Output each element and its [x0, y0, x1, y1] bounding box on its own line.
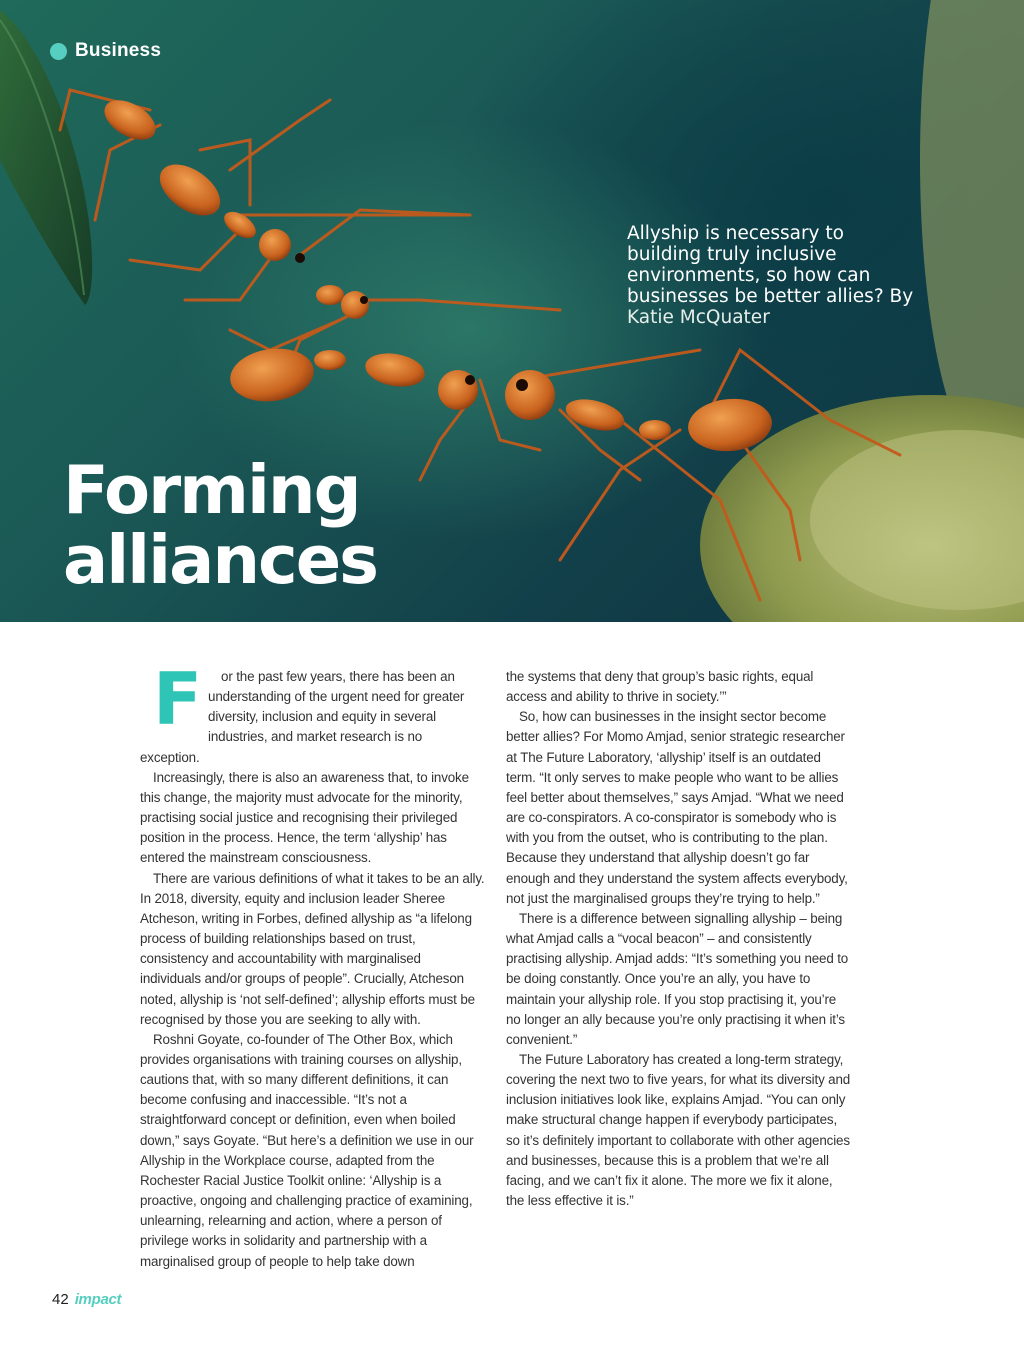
- article-paragraph: Roshni Goyate, co-founder of The Other Box, which provides organisations with training courses on allyship, cautions that, with so many different definitions, it can become confusing and inaccessible. “It’s not a straightforward concept or definition, even when boiled down,” says Goyate. “But here’s a definition we use in our Allyship in the Workplace course, adapted from the Rochester Racial Justice Toolkit online: ‘Allyship is a proactive, ongoing and challenging practice of examining, unlearning, relearning and action, where a person of privilege works in solidarity and partnership with a marginalised group of people to help take down: [140, 1031, 474, 1269]
- hero-image: [0, 0, 1024, 622]
- article-column-right: [506, 667, 851, 1211]
- paragraph-text: or the past few years, there has been an understanding of the urgent need for greater diversity, inclusion and equity in several industries, and market research is no exception.: [140, 669, 465, 765]
- standfirst: [627, 223, 917, 328]
- article-paragraph: The Future Laboratory has created a long-term strategy, covering the next two to five years, for what its diversity and inclusion initiatives look like, explains Amjad. “You can only make structural change happen if everybody participates, so it’s definitely important to collaborate with other agencies and businesses, because this is a problem that we’re all facing, and we can’t fix it alone. The more we fix it alone, the less effective it is.”: [506, 1051, 851, 1209]
- drop-cap: F: [153, 657, 203, 741]
- article-paragraph: [140, 657, 485, 768]
- article-paragraph: There is a difference between signalling allyship – being what Amjad calls a “vocal beacon” – and consistently practising allyship. Amjad adds: “It’s something you need to be doing constantly. Once you’re an ally, you have to maintain your allyship role. If you stop practising it, you’re no longer an ally because you’re only practising it when it’s convenient.”: [506, 910, 849, 1047]
- article-paragraph: the systems that deny that group’s basic rights, equal access and ability to thrive in society.’”: [506, 669, 814, 705]
- author-name: Katie McQuater: [627, 307, 770, 328]
- article-column-left: [140, 657, 485, 1272]
- section-label: Business: [75, 40, 162, 61]
- magazine-logo: impact: [74, 1291, 122, 1308]
- page-title: [63, 451, 378, 599]
- headline-line-2: alliances: [63, 521, 378, 599]
- page-number: 42: [52, 1291, 69, 1308]
- headline-line-1: Forming: [63, 451, 360, 529]
- article-paragraph: Increasingly, there is also an awareness that, to invoke this change, the majority must advocate for the minority, practising social justice and recognising their privileged position in the process. Hence, the term ‘allyship’ has entered the mainstream consciousness.: [140, 769, 469, 866]
- page-footer: [52, 1291, 121, 1308]
- standfirst-text: Allyship is necessary to building truly inclusive environments, so how can businesses be better allies? By: [627, 223, 914, 307]
- section-tag: [50, 40, 161, 62]
- teal-dot-icon: [50, 43, 67, 60]
- article-paragraph: There are various definitions of what it takes to be an ally. In 2018, diversity, equity and inclusion leader Sheree Atcheson, writing in Forbes, defined allyship as “a lifelong process of building relationships based on trust, consistency and accountability with marginalised individuals and/or groups of people”. Crucially, Atcheson noted, allyship is ‘not self-defined’; allyship efforts must be recognised by those you are seeking to ally with.: [140, 870, 485, 1027]
- article-paragraph: So, how can businesses in the insight sector become better allies? For Momo Amjad, senior strategic researcher at The Future Laboratory, ‘allyship’ itself is an outdated term. “It only serves to make people who want to be allies feel better about themselves,” says Amjad. “What we need are co-conspirators. A co-conspirator is somebody who is with you from the outset, who is contributing to the plan. Because they understand that allyship doesn’t go far enough and they understand the system affects everybody, not just the marginalised groups they’re trying to help.”: [506, 709, 848, 906]
